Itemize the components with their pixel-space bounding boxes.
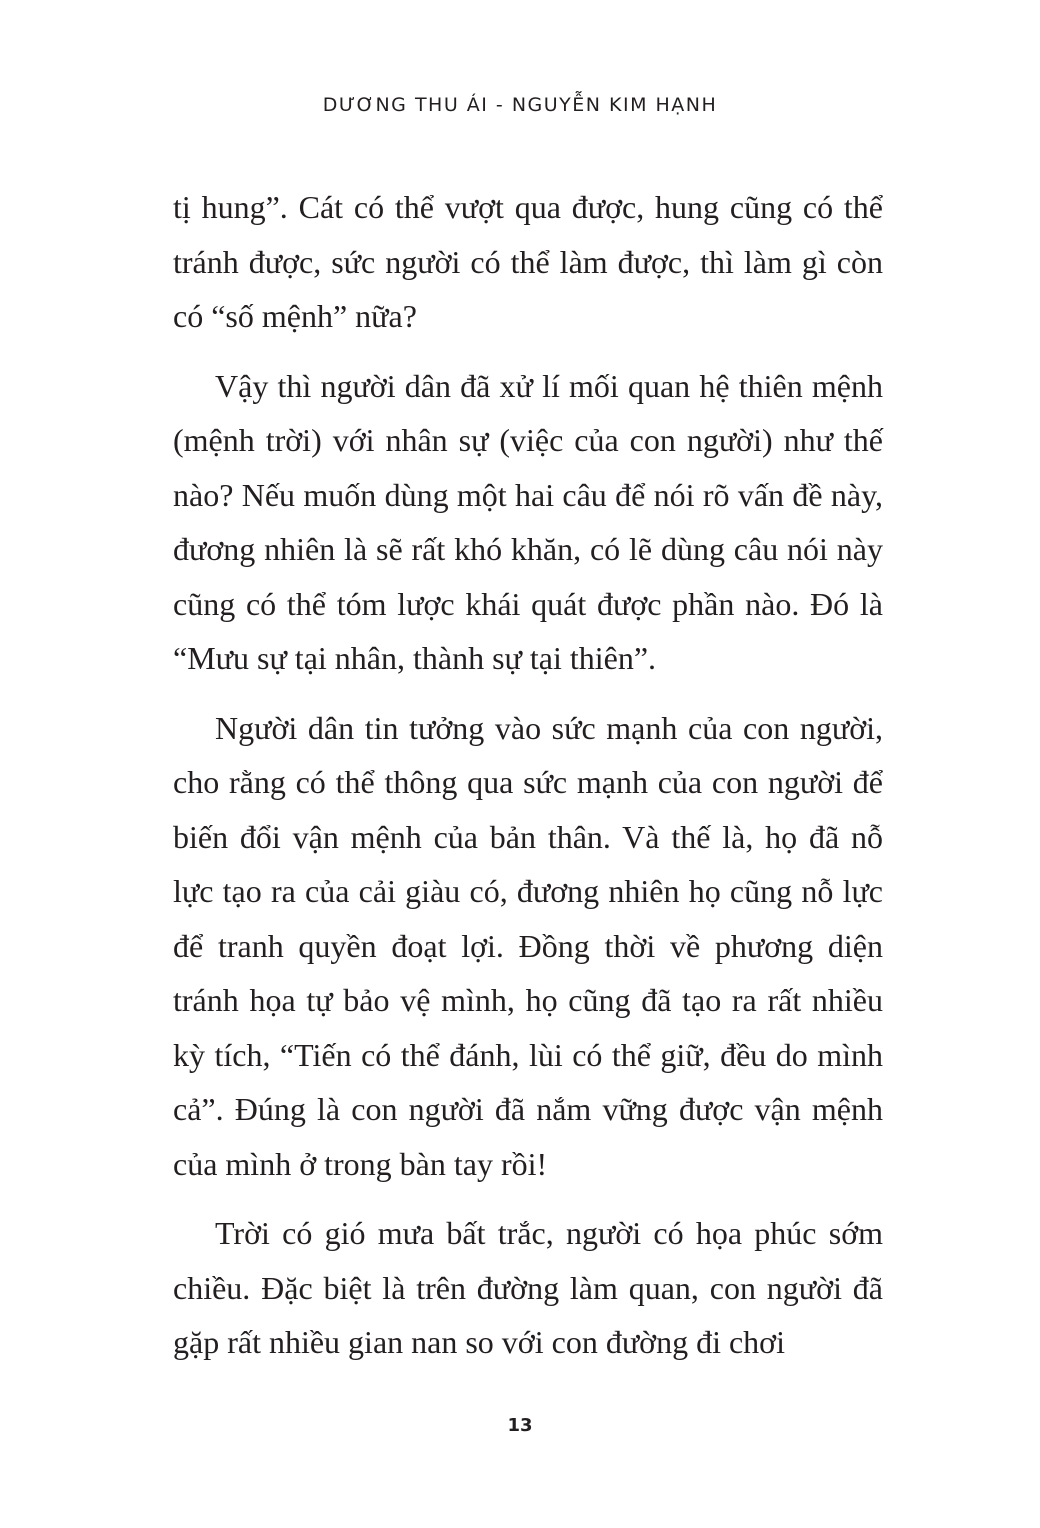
paragraph-2: Vậy thì người dân đã xử lí mối quan hệ thiên mệnh (mệnh trời) với nhân sự (việc của con người) như thế nào? Nếu muốn dùng một hai câu để nói rõ vấn đề này, đương nhiên là sẽ rất khó khăn, có lẽ dùng câu nói này cũng có thể tóm lược khái quát được phần nào. Đó là “Mưu sự tại nhân, thành sự tại thiên”. (173, 367, 883, 676)
page-number: 13 (507, 1415, 533, 1436)
body-text (173, 180, 883, 1385)
paragraph-3: Người dân tin tưởng vào sức mạnh của con người, cho rằng có thể thông qua sức mạnh của con người để biến đổi vận mệnh của bản thân. Và thế là, họ đã nỗ lực tạo ra của cải giàu có, đương nhiên họ cũng nỗ lực để tranh quyền đoạt lợi. Đồng thời về phương diện tránh họa tự bảo vệ mình, họ cũng đã tạo ra rất nhiều kỳ tích, “Tiến có thể đánh, lùi có thể giữ, đều do mình cả”. Đúng là con người đã nắm vững được vận mệnh của mình ở trong bàn tay rồi! (173, 709, 883, 1182)
paragraph-1: tị hung”. Cát có thể vượt qua được, hung cũng có thể tránh được, sức người có thể làm được, thì làm gì còn có “số mệnh” nữa? (173, 189, 883, 334)
paragraph-4: Trời có gió mưa bất trắc, người có họa phúc sớm chiều. Đặc biệt là trên đường làm quan, con người đã gặp rất nhiều gian nan so với con đường đi chơi (173, 1215, 883, 1360)
running-header-authors: DƯƠNG THU ÁI - NGUYỄN KIM HẠNH (322, 94, 718, 116)
